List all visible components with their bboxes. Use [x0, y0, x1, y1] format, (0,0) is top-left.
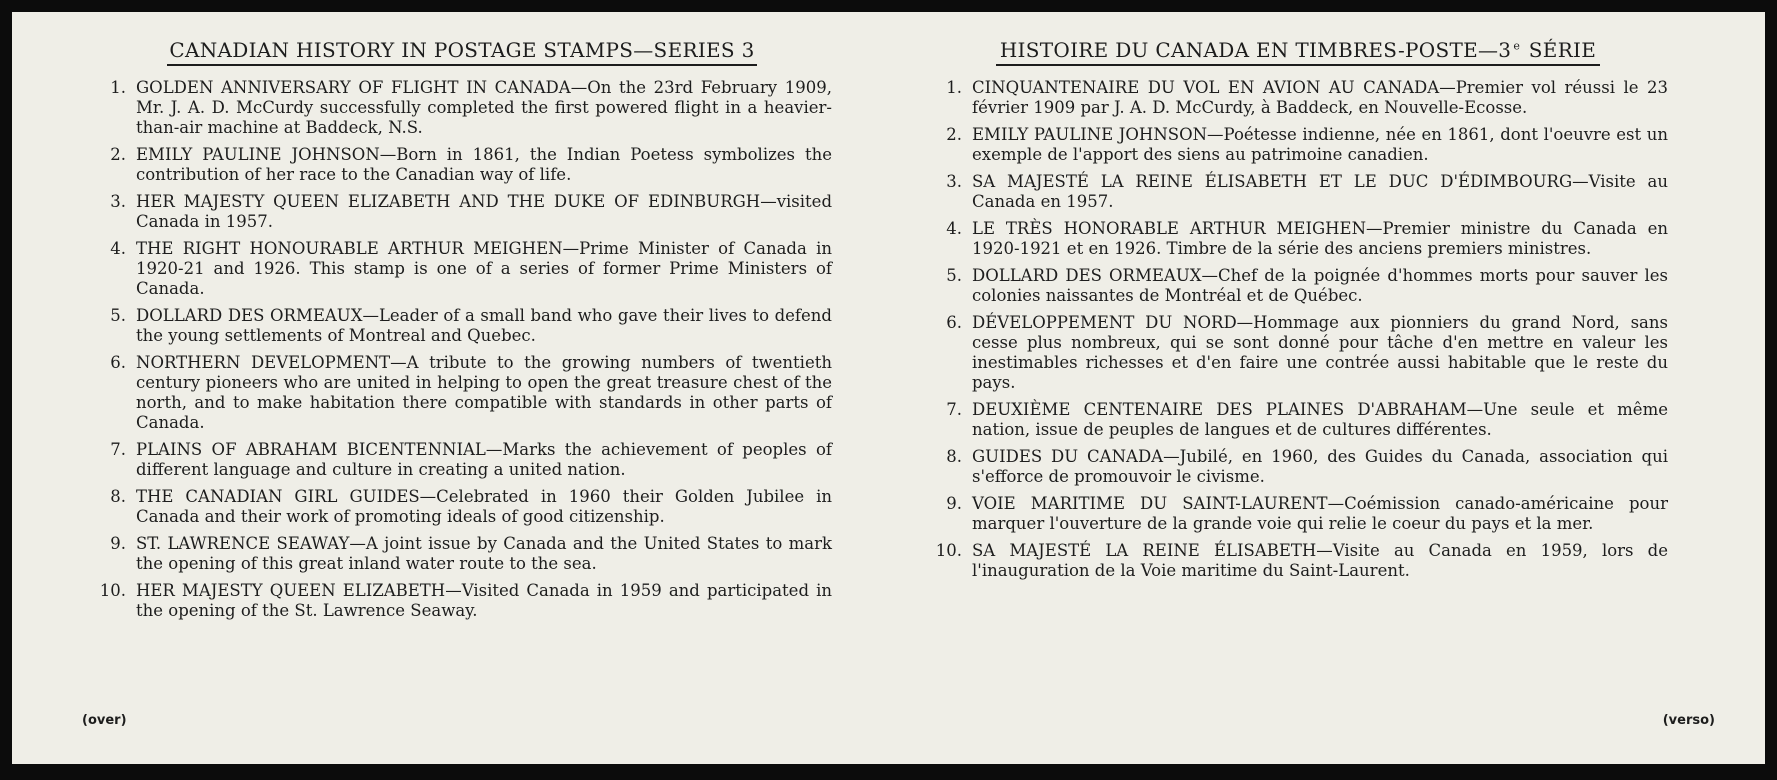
english-column — [92, 38, 832, 628]
list-item: 7. DEUXIÈME CENTENAIRE DES PLAINES D'ABRAHAM—Une seule et même nation, issue de peuples de langues et de cultures différentes. — [946, 400, 1668, 439]
list-item: 7. PLAINS OF ABRAHAM BICENTENNIAL—Marks the achievement of peoples of different language and culture in creating a united nation. — [110, 440, 832, 479]
list-item: 8. GUIDES DU CANADA—Jubilé, en 1960, des Guides du Canada, association qui s'efforce de promouvoir le civisme. — [946, 447, 1668, 486]
english-title: CANADIAN HISTORY IN POSTAGE STAMPS—SERIES 3 — [92, 38, 832, 62]
list-item: 1. CINQUANTENAIRE DU VOL EN AVION AU CANADA—Premier vol réussi le 23 février 1909 par J. A. D. McCurdy, à Baddeck, en Nouvelle-Ecosse. — [946, 78, 1668, 117]
english-list — [92, 78, 832, 621]
over-note: (over) — [82, 713, 127, 728]
list-item: 3. HER MAJESTY QUEEN ELIZABETH AND THE DUKE OF EDINBURGH—visited Canada in 1957. — [110, 192, 832, 231]
list-item: 9. VOIE MARITIME DU SAINT-LAURENT—Coémission canado-américaine pour marquer l'ouverture de la grande voie qui relie le coeur du pays et la mer. — [946, 494, 1668, 533]
list-item: 2. EMILY PAULINE JOHNSON—Born in 1861, the Indian Poetess symbolizes the contribution of her race to the Canadian way of life. — [110, 145, 832, 184]
french-list — [928, 78, 1668, 581]
list-item: 10. SA MAJESTÉ LA REINE ÉLISABETH—Visite au Canada en 1959, lors de l'inauguration de la Voie maritime du Saint-Laurent. — [935, 541, 1668, 580]
list-item: 8. THE CANADIAN GIRL GUIDES—Celebrated in 1960 their Golden Jubilee in Canada and their work of promoting ideals of good citizenship. — [110, 487, 832, 526]
list-item: 6. NORTHERN DEVELOPMENT—A tribute to the growing numbers of twentieth century pioneers who are united in helping to open the great treasure chest of the north, and to make habitation there compatible with standards in other parts of Canada. — [110, 353, 832, 432]
verso-note: (verso) — [1662, 713, 1715, 728]
list-item: 9. ST. LAWRENCE SEAWAY—A joint issue by Canada and the United States to mark the opening of this great inland water route to the sea. — [110, 534, 832, 573]
list-item: 10. HER MAJESTY QUEEN ELIZABETH—Visited Canada in 1959 and participated in the opening of the St. Lawrence Seaway. — [99, 581, 832, 620]
french-column — [928, 38, 1668, 588]
stamp-series-card — [12, 12, 1765, 764]
list-item: 1. GOLDEN ANNIVERSARY OF FLIGHT IN CANADA—On the 23rd February 1909, Mr. J. A. D. McCurdy successfully completed the first powered flight in a heavier-than-air machine at Baddeck, N.S. — [110, 78, 832, 137]
list-item: 6. DÉVELOPPEMENT DU NORD—Hommage aux pionniers du grand Nord, sans cesse plus nombreux, qui se sont donné pour tâche d'en mettre en valeur les inestimables richesses et d'en faire une contrée aussi habitable que le reste du pays. — [946, 313, 1668, 392]
list-item: 4. THE RIGHT HONOURABLE ARTHUR MEIGHEN—Prime Minister of Canada in 1920-21 and 1926. This stamp is one of a series of former Prime Ministers of Canada. — [110, 239, 832, 298]
list-item: 2. EMILY PAULINE JOHNSON—Poétesse indienne, née en 1861, dont l'oeuvre est un exemple de l'apport des siens au patrimoine canadien. — [946, 125, 1668, 164]
list-item: 5. DOLLARD DES ORMEAUX—Leader of a small band who gave their lives to defend the young settlements of Montreal and Quebec. — [110, 306, 832, 345]
list-item: 3. SA MAJESTÉ LA REINE ÉLISABETH ET LE DUC D'ÉDIMBOURG—Visite au Canada en 1957. — [946, 172, 1668, 211]
french-title: HISTOIRE DU CANADA EN TIMBRES-POSTE—3 $^e$ SÉRIE — [928, 38, 1668, 62]
list-item: 5. DOLLARD DES ORMEAUX—Chef de la poignée d'hommes morts pour sauver les colonies naissantes de Montréal et de Québec. — [946, 266, 1668, 305]
list-item: 4. LE TRÈS HONORABLE ARTHUR MEIGHEN—Premier ministre du Canada en 1920-1921 et en 1926. Timbre de la série des anciens premiers ministres. — [946, 219, 1668, 258]
